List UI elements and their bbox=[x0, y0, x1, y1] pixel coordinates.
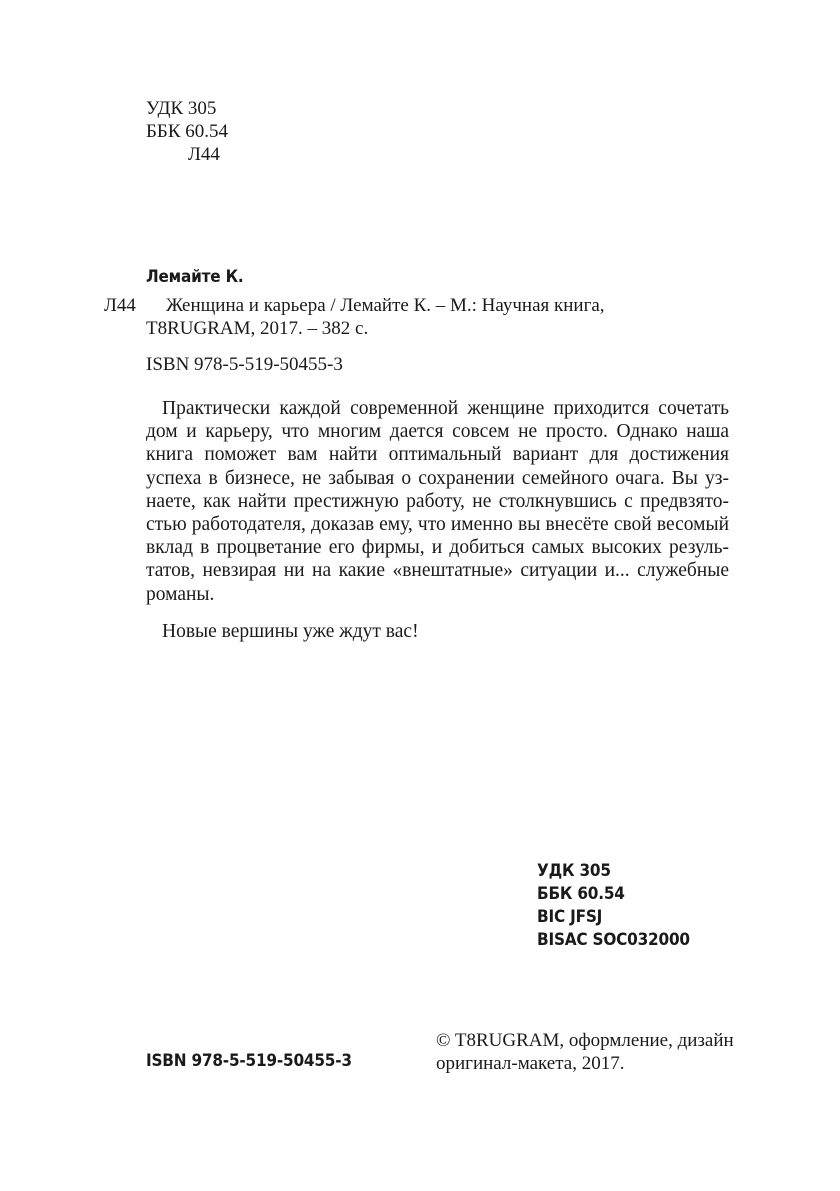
annotation-line: романы. bbox=[146, 583, 215, 605]
bbk-code-top: ББК 60.54 bbox=[146, 121, 228, 142]
udk-code-top: УДК 305 bbox=[146, 98, 217, 119]
annotation-line: книга поможет вам найти оптимальный вариант для достижения bbox=[146, 444, 729, 466]
isbn-record: ISBN 978-5-519-50455-3 bbox=[146, 354, 343, 375]
annotation-paragraph bbox=[146, 397, 729, 606]
title-line-1: Женщина и карьера / Лемайте К. – М.: Научная книга, bbox=[166, 295, 605, 316]
annotation-line: дом и карьеру, что многим дается совсем не просто. Однако наша bbox=[146, 421, 729, 443]
title-line-2: T8RUGRAM, 2017. – 382 с. bbox=[146, 318, 369, 339]
author-heading: Лемайте К. bbox=[146, 267, 244, 287]
bisac-code: BISAC SOC032000 bbox=[537, 930, 690, 950]
annotation-line: стью работодателя, доказав ему, что именно вы внесёте свой весомый bbox=[146, 514, 729, 536]
annotation-line: татов, невзирая ни на какие «внештатные» ситуации и... служебные bbox=[146, 560, 729, 582]
copyright-line-2: оригинал-макета, 2017. bbox=[436, 1053, 625, 1074]
annotation-line: успеха в бизнесе, не забывая о сохранении семейного очага. Вы уз- bbox=[146, 467, 729, 489]
author-mark-top: Л44 bbox=[188, 144, 220, 165]
udk-code-bottom: УДК 305 bbox=[537, 861, 611, 881]
annotation-line: Практически каждой современной женщине приходится сочетать bbox=[162, 398, 729, 419]
isbn-footer: ISBN 978-5-519-50455-3 bbox=[146, 1051, 352, 1071]
annotation-line: наете, как найти престижную работу, не столкнувшись с предвзято- bbox=[146, 490, 729, 512]
copyright-line-1: © T8RUGRAM, оформление, дизайн bbox=[436, 1030, 734, 1051]
annotation-closing: Новые вершины уже ждут вас! bbox=[162, 621, 419, 642]
bic-code: BIC JFSJ bbox=[537, 907, 603, 927]
author-mark-margin: Л44 bbox=[104, 295, 136, 316]
annotation-line: вклад в процветание его фирмы, и добиться самых высоких резуль- bbox=[146, 537, 729, 559]
bbk-code-bottom: ББК 60.54 bbox=[537, 884, 625, 904]
